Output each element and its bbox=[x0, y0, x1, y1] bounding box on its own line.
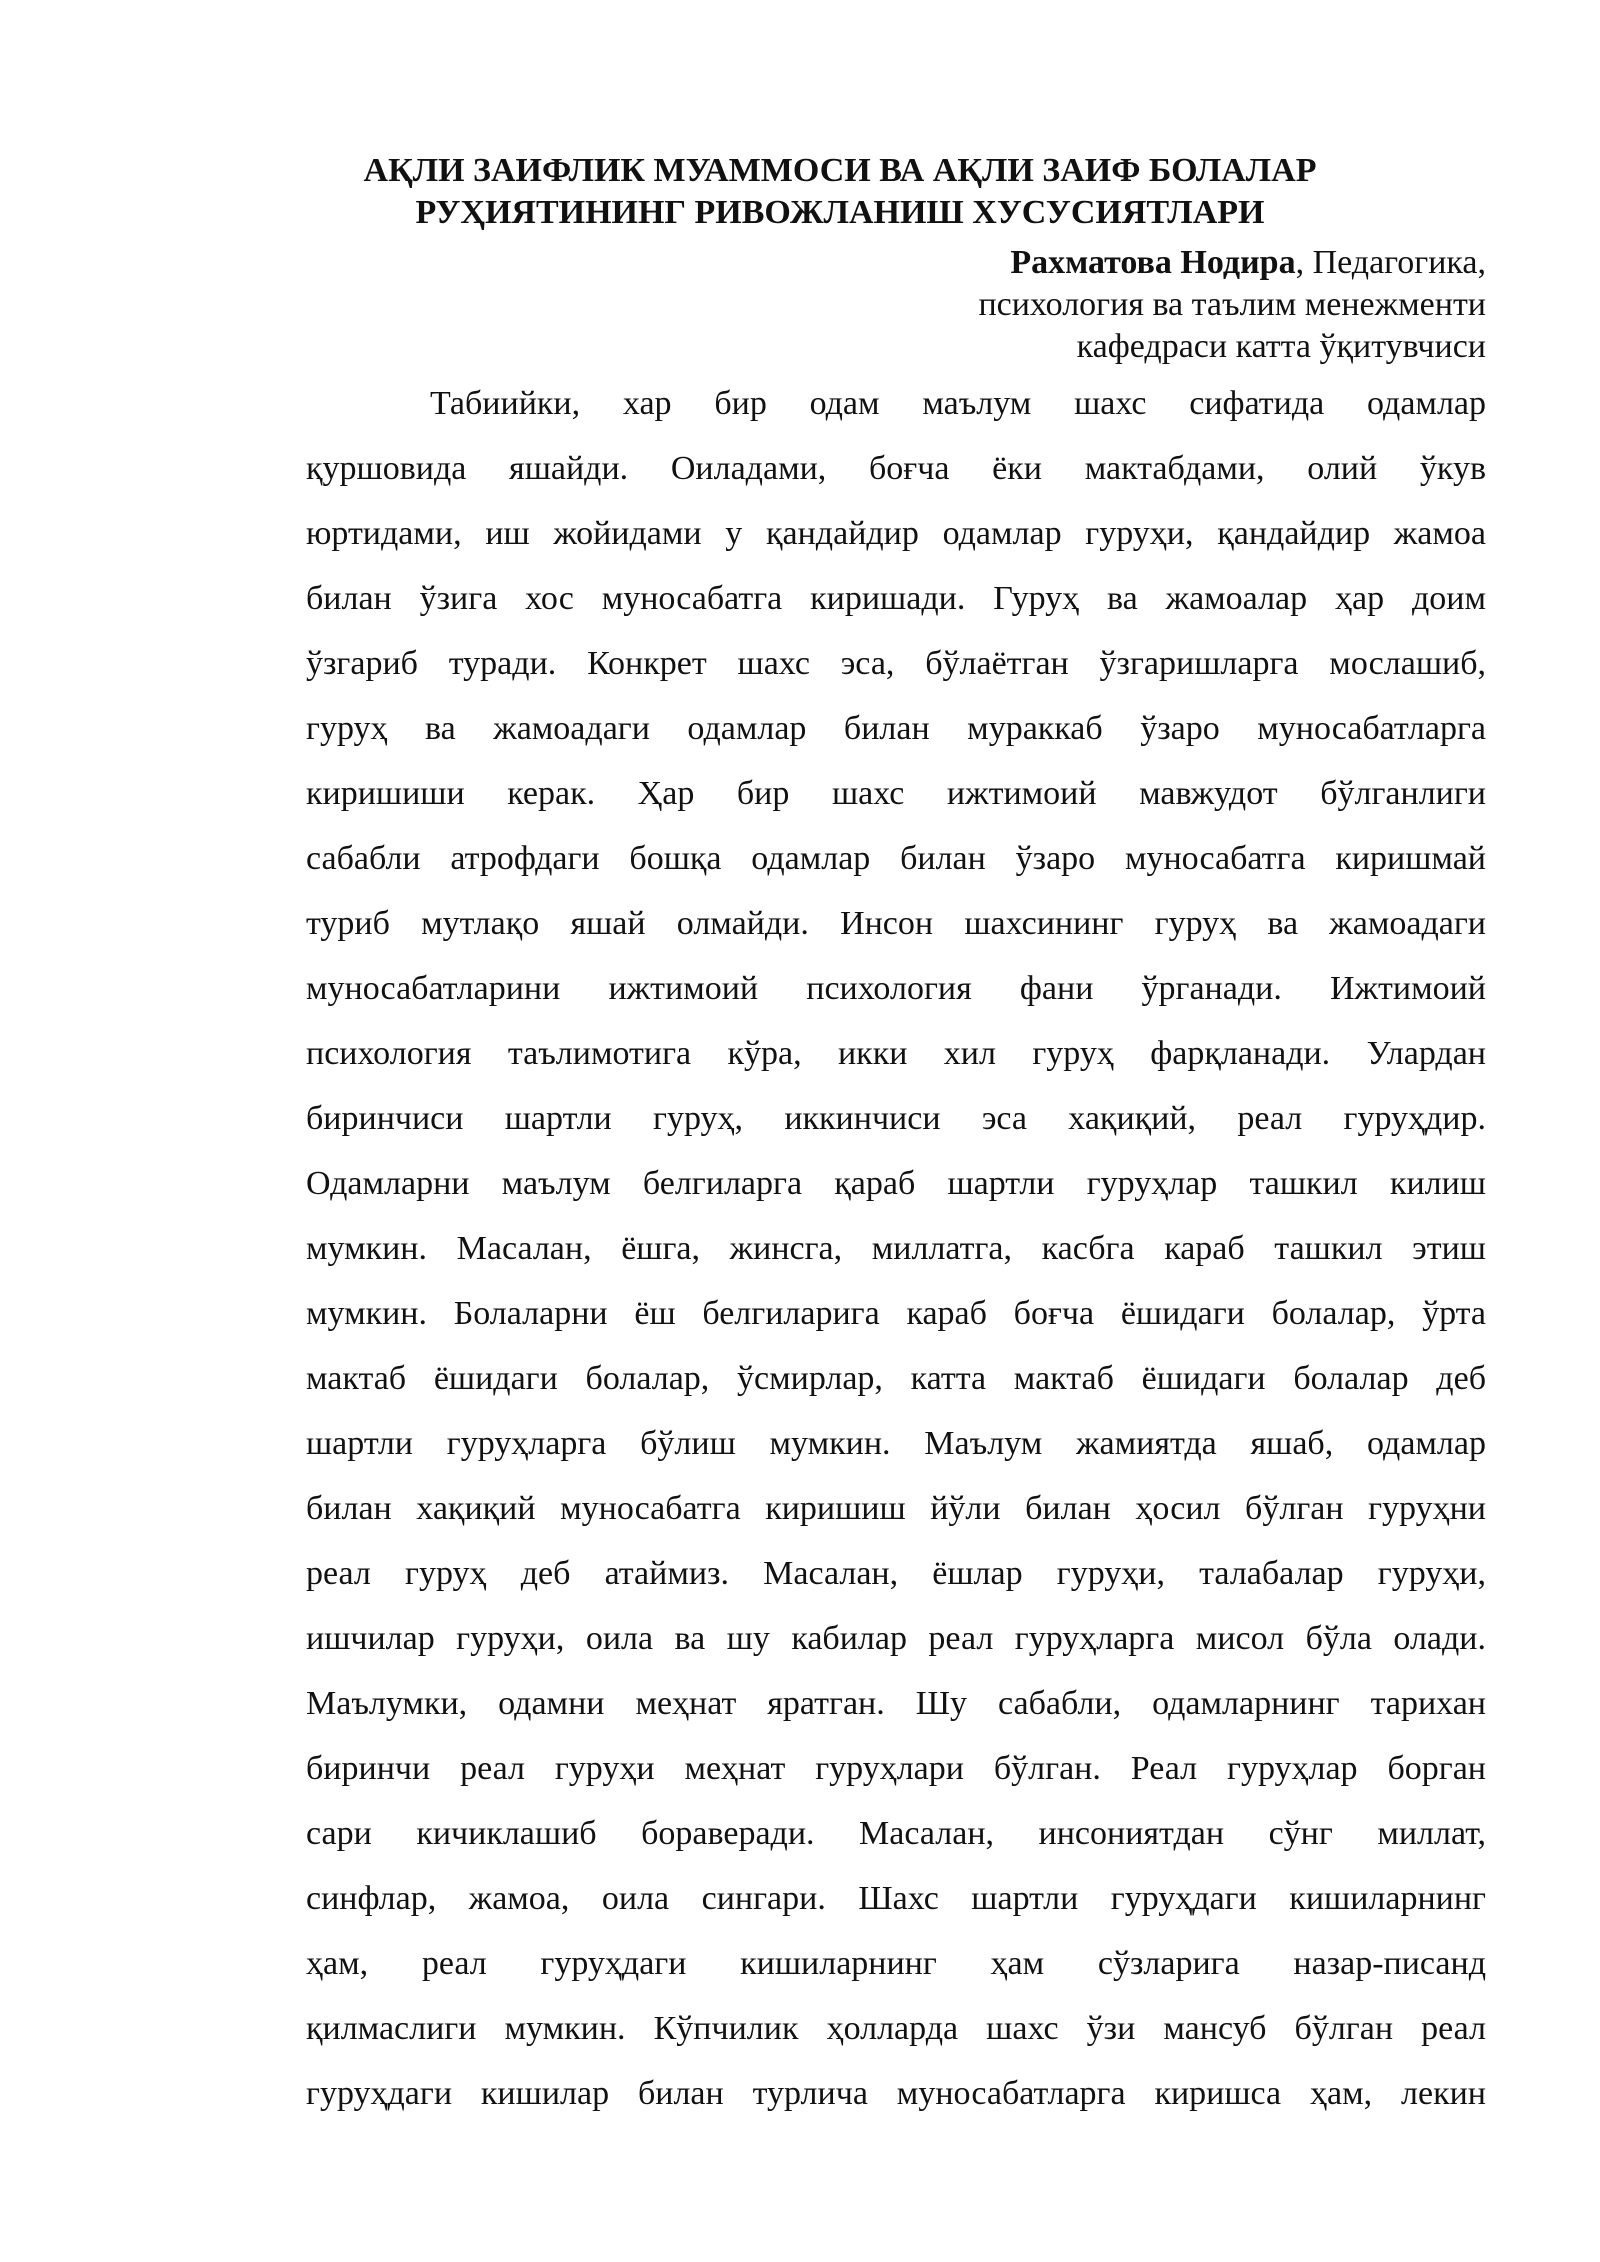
title-line-2: РУҲИЯТИНИНГ РИВОЖЛАНИШ ХУСУСИЯТЛАРИ bbox=[415, 194, 1265, 231]
body-line: Одамларни маълум белгиларга қараб шартли гуруҳлар ташкил килиш bbox=[306, 1165, 1486, 1202]
body-line: ўзгариб туради. Конкрет шахс эса, бўлаётган ўзгаришларга мослашиб, bbox=[306, 645, 1486, 682]
body-line: мумкин. Масалан, ёшга, жинсга, миллатга, касбга караб ташкил этиш bbox=[306, 1230, 1486, 1267]
body-line: Табиийки, хар бир одам маълум шахс сифатида одамлар bbox=[430, 385, 1486, 422]
body-line: билан ўзига хос муносабатга киришади. Гуруҳ ва жамоалар ҳар доим bbox=[306, 580, 1486, 617]
body-line: мактаб ёшидаги болалар, ўсмирлар, катта мактаб ёшидаги болалар деб bbox=[306, 1360, 1486, 1397]
document-title bbox=[290, 150, 1390, 234]
author-affiliation-line: психология ва таълим менежменти bbox=[978, 286, 1486, 323]
body-line: ҳам, реал гуруҳдаги кишиларнинг ҳам сўзларига назар-писанд bbox=[306, 1945, 1486, 1982]
body-line: психология таълимотига кўра, икки хил гуруҳ фарқланади. Улардан bbox=[306, 1035, 1486, 1072]
body-line: ишчилар гуруҳи, оила ва шу кабилар реал гуруҳларга мисол бўла олади. bbox=[306, 1620, 1486, 1657]
body-line: Маълумки, одамни меҳнат яратган. Шу сабабли, одамларнинг тарихан bbox=[306, 1685, 1486, 1722]
body-line: биринчи реал гуруҳи меҳнат гуруҳлари бўлган. Реал гуруҳлар борган bbox=[306, 1750, 1486, 1787]
body-line: билан хақиқий муносабатга киришиш йўли билан ҳосил бўлган гуруҳни bbox=[306, 1490, 1486, 1527]
body-line: сари кичиклашиб бораверади. Масалан, инсониятдан сўнг миллат, bbox=[306, 1815, 1486, 1852]
author-affiliation-first: , Педагогика, bbox=[1295, 244, 1486, 281]
body-line: шартли гуруҳларга бўлиш мумкин. Маълум жамиятда яшаб, одамлар bbox=[306, 1425, 1486, 1462]
author-affiliation-line: кафедраси катта ўқитувчиси bbox=[1076, 328, 1486, 365]
body-paragraph bbox=[306, 371, 1486, 2126]
body-line: юртидами, иш жойидами у қандайдир одамлар гуруҳи, қандайдир жамоа bbox=[306, 515, 1486, 552]
title-line-1: АҚЛИ ЗАИФЛИК МУАММОСИ ВА АҚЛИ ЗАИФ БОЛАЛАР bbox=[363, 152, 1317, 189]
body-line: киришиши керак. Ҳар бир шахс ижтимоий мавжудот бўлганлиги bbox=[306, 775, 1486, 812]
author-name: Рахматова Нодира bbox=[1010, 244, 1296, 281]
body-line: реал гуруҳ деб атаймиз. Масалан, ёшлар гуруҳи, талабалар гуруҳи, bbox=[306, 1555, 1486, 1592]
author-block bbox=[700, 242, 1486, 368]
body-line: туриб мутлақо яшай олмайди. Инсон шахсининг гуруҳ ва жамоадаги bbox=[306, 905, 1486, 942]
body-line: гуруҳдаги кишилар билан турлича муносабатларга киришса ҳам, лекин bbox=[306, 2075, 1486, 2112]
body-line: қуршовида яшайди. Оиладами, боғча ёки мактабдами, олий ўкув bbox=[306, 450, 1486, 487]
author-line-1 bbox=[700, 242, 1486, 284]
body-line: сабабли атрофдаги бошқа одамлар билан ўзаро муносабатга киришмай bbox=[306, 840, 1486, 877]
body-line: гуруҳ ва жамоадаги одамлар билан мураккаб ўзаро муносабатларга bbox=[306, 710, 1486, 747]
body-line: синфлар, жамоа, оила сингари. Шахс шартли гуруҳдаги кишиларнинг bbox=[306, 1880, 1486, 1917]
body-line: мумкин. Болаларни ёш белгиларига караб боғча ёшидаги болалар, ўрта bbox=[306, 1295, 1486, 1332]
body-line: муносабатларини ижтимоий психология фани ўрганади. Ижтимоий bbox=[306, 970, 1486, 1007]
body-line: биринчиси шартли гуруҳ, иккинчиси эса хақиқий, реал гуруҳдир. bbox=[306, 1100, 1486, 1137]
body-line: қилмаслиги мумкин. Кўпчилик ҳолларда шахс ўзи мансуб бўлган реал bbox=[306, 2010, 1486, 2047]
